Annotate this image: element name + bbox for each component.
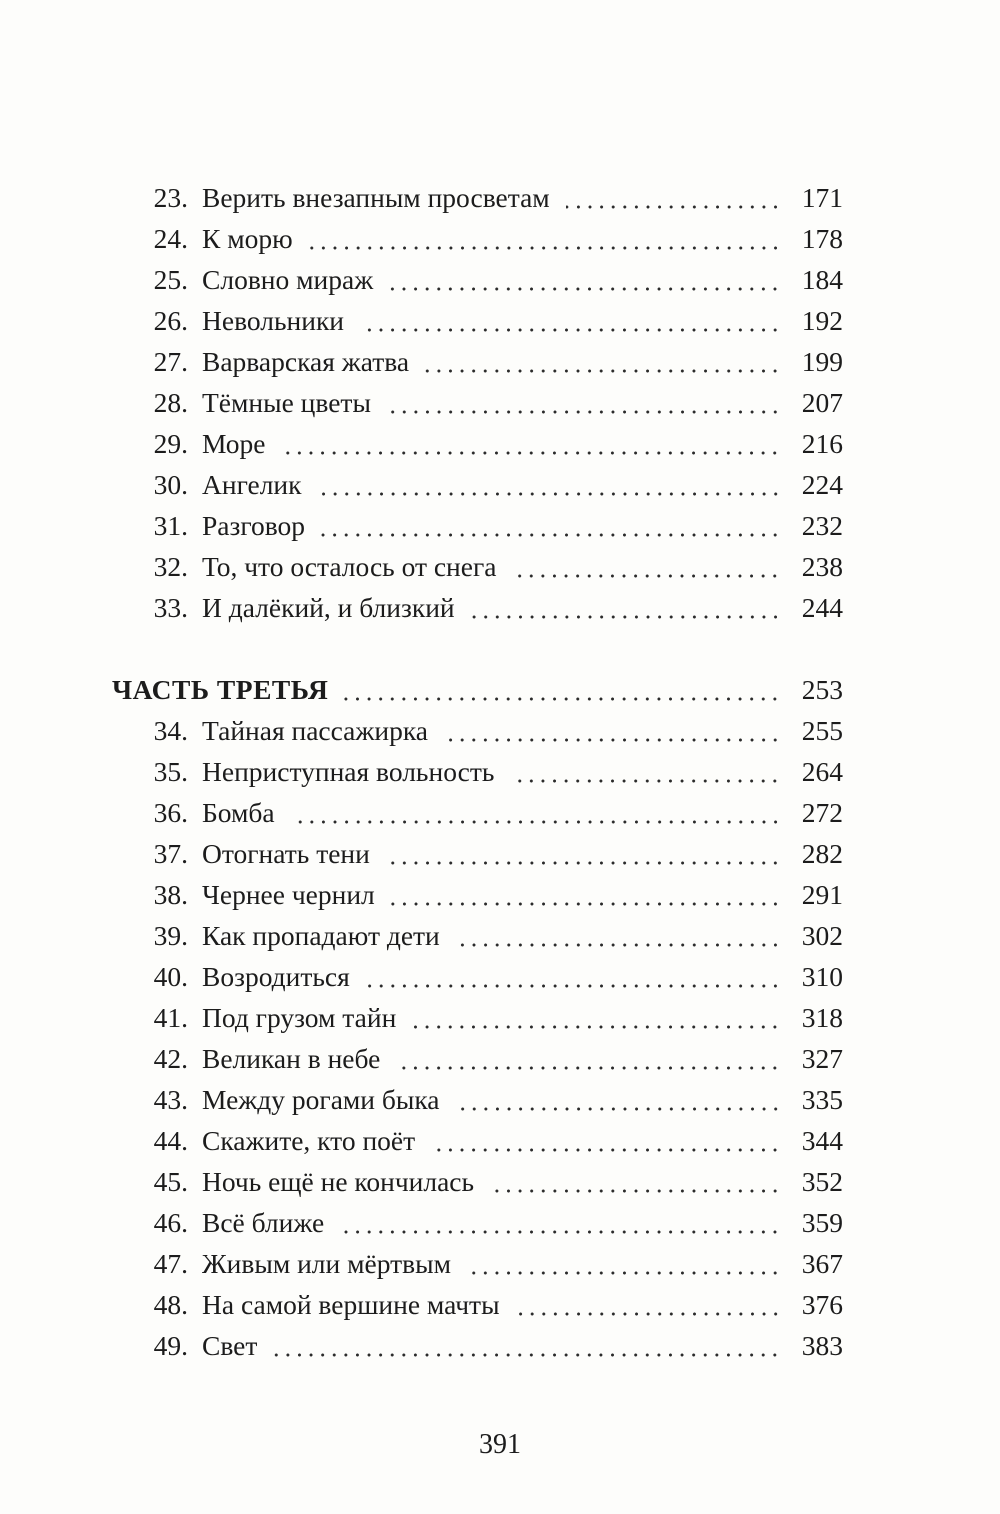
entry-number: 28. — [153, 387, 188, 418]
entry-page: 367 — [801, 1248, 843, 1279]
toc-entry — [112, 1284, 843, 1325]
toc-entry — [112, 423, 843, 464]
toc-entry — [112, 218, 843, 259]
dot-leader — [309, 246, 781, 250]
entry-title: Верить внезапным просветам — [202, 182, 550, 213]
entry-title: Варварская жатва — [202, 346, 410, 377]
toc-entry — [112, 874, 843, 915]
entry-page: 359 — [801, 1207, 843, 1238]
toc-entry — [112, 464, 843, 505]
entry-page: 232 — [801, 510, 843, 541]
entry-number: 35. — [153, 756, 188, 787]
toc-entry — [112, 505, 843, 546]
entry-number: 38. — [153, 879, 188, 910]
entry-page: 238 — [801, 551, 843, 582]
entry-title: Ангелик — [202, 469, 302, 500]
entry-number: 30. — [153, 469, 188, 500]
entry-title: И далёкий, и близкий — [202, 592, 455, 623]
entry-page: 184 — [801, 264, 843, 295]
entry-title: Отогнать тени — [202, 838, 370, 869]
entry-number: 42. — [153, 1043, 188, 1074]
entry-number: 44. — [153, 1125, 188, 1156]
entry-page: 171 — [801, 182, 843, 213]
entry-title: На самой вершине мачты — [202, 1289, 500, 1320]
toc-entry — [112, 1202, 843, 1243]
entry-page: 335 — [801, 1084, 843, 1115]
toc-entry — [112, 792, 843, 833]
dot-leader — [512, 574, 781, 578]
entry-title: Невольники — [202, 305, 345, 336]
toc-entry — [112, 833, 843, 874]
toc-entry — [112, 915, 843, 956]
entry-page: 310 — [801, 961, 843, 992]
dot-leader — [344, 697, 781, 701]
entry-page: 264 — [801, 756, 843, 787]
entry-number: 39. — [153, 920, 188, 951]
entry-title: Бомба — [202, 797, 275, 828]
entry-page: 282 — [801, 838, 843, 869]
dot-leader — [471, 615, 781, 619]
dot-leader — [516, 1312, 781, 1316]
dot-leader — [412, 1025, 781, 1029]
entry-title: Скажите, кто поёт — [202, 1125, 416, 1156]
entry-number: 37. — [153, 838, 188, 869]
entry-page: 192 — [801, 305, 843, 336]
part-heading — [112, 669, 843, 710]
dot-leader — [386, 861, 781, 865]
toc-entry — [112, 1325, 843, 1366]
entry-page: 199 — [801, 346, 843, 377]
dot-leader — [366, 984, 781, 988]
dot-leader — [425, 369, 781, 373]
entry-number: 27. — [153, 346, 188, 377]
dot-leader — [273, 1353, 781, 1357]
dot-leader — [396, 1066, 781, 1070]
dot-leader — [431, 1148, 781, 1152]
dot-leader — [387, 410, 781, 414]
toc-entry — [112, 587, 843, 628]
toc-entry — [112, 956, 843, 997]
entry-number: 24. — [153, 223, 188, 254]
entry-number: 40. — [153, 961, 188, 992]
entry-page: 376 — [801, 1289, 843, 1320]
dot-leader — [456, 943, 781, 947]
entry-number: 32. — [153, 551, 188, 582]
part-title: ЧАСТЬ ТРЕТЬЯ — [112, 674, 329, 705]
dot-leader — [291, 820, 781, 824]
entry-number: 46. — [153, 1207, 188, 1238]
entry-title: Живым или мёртвым — [202, 1248, 452, 1279]
entry-page: 207 — [801, 387, 843, 418]
dot-leader — [281, 451, 781, 455]
entry-page: 224 — [801, 469, 843, 500]
entry-number: 33. — [153, 592, 188, 623]
part-page: 253 — [801, 674, 843, 705]
entry-title: Всё ближе — [202, 1207, 325, 1238]
toc-entry — [112, 259, 843, 300]
dot-leader — [318, 492, 782, 496]
entry-title: Свет — [202, 1330, 258, 1361]
toc-entry — [112, 1120, 843, 1161]
entry-number: 47. — [153, 1248, 188, 1279]
toc-entry — [112, 751, 843, 792]
toc-entry — [112, 341, 843, 382]
dot-leader — [444, 738, 781, 742]
entry-page: 272 — [801, 797, 843, 828]
toc-entry — [112, 1161, 843, 1202]
entry-title: Разговор — [202, 510, 306, 541]
entry-page: 327 — [801, 1043, 843, 1074]
entry-number: 48. — [153, 1289, 188, 1320]
dot-leader — [389, 287, 781, 291]
dot-leader — [467, 1271, 781, 1275]
toc-entry — [112, 546, 843, 587]
dot-leader — [321, 533, 781, 537]
entry-title: Возродиться — [202, 961, 350, 992]
toc-entry — [112, 997, 843, 1038]
entry-number: 45. — [153, 1166, 188, 1197]
entry-page: 216 — [801, 428, 843, 459]
entry-title: К морю — [202, 223, 293, 254]
entry-number: 25. — [153, 264, 188, 295]
entry-title: Между рогами быка — [202, 1084, 440, 1115]
entry-page: 178 — [801, 223, 843, 254]
entry-title: Неприступная вольность — [202, 756, 495, 787]
entry-number: 49. — [153, 1330, 188, 1361]
dot-leader — [456, 1107, 781, 1111]
entry-title: Ночь ещё не кончилась — [202, 1166, 475, 1197]
entry-number: 26. — [153, 305, 188, 336]
entry-number: 36. — [153, 797, 188, 828]
toc-entry — [112, 382, 843, 423]
entry-title: Тёмные цветы — [202, 387, 371, 418]
entry-page: 352 — [801, 1166, 843, 1197]
entry-title: Море — [202, 428, 266, 459]
entry-title: Под грузом тайн — [202, 1002, 397, 1033]
dot-leader — [510, 779, 781, 783]
entry-title: Словно мираж — [202, 264, 374, 295]
toc-entry — [112, 710, 843, 751]
entry-page: 344 — [801, 1125, 843, 1156]
entry-number: 31. — [153, 510, 188, 541]
page-number: 391 — [479, 1429, 521, 1460]
entry-title: Великан в небе — [202, 1043, 381, 1074]
toc-entry — [112, 177, 843, 218]
toc-entry — [112, 300, 843, 341]
entry-number: 43. — [153, 1084, 188, 1115]
dot-leader — [490, 1189, 781, 1193]
toc-entry — [112, 1038, 843, 1079]
entry-title: Тайная пассажирка — [202, 715, 428, 746]
entry-page: 318 — [801, 1002, 843, 1033]
toc-entry — [112, 1079, 843, 1120]
entry-page: 291 — [801, 879, 843, 910]
entry-page: 244 — [801, 592, 843, 623]
dot-leader — [340, 1230, 781, 1234]
toc-entry — [112, 1243, 843, 1284]
entry-number: 23. — [153, 182, 188, 213]
entry-page: 302 — [801, 920, 843, 951]
entry-page: 383 — [801, 1330, 843, 1361]
dot-leader — [391, 902, 781, 906]
entry-number: 41. — [153, 1002, 188, 1033]
entry-page: 255 — [801, 715, 843, 746]
entry-number: 34. — [153, 715, 188, 746]
entry-title: Как пропадают дети — [202, 920, 440, 951]
dot-leader — [566, 205, 781, 209]
entry-title: Чернее чернил — [202, 879, 375, 910]
entry-title: То, что осталось от снега — [202, 551, 497, 582]
entry-number: 29. — [153, 428, 188, 459]
dot-leader — [360, 328, 781, 332]
